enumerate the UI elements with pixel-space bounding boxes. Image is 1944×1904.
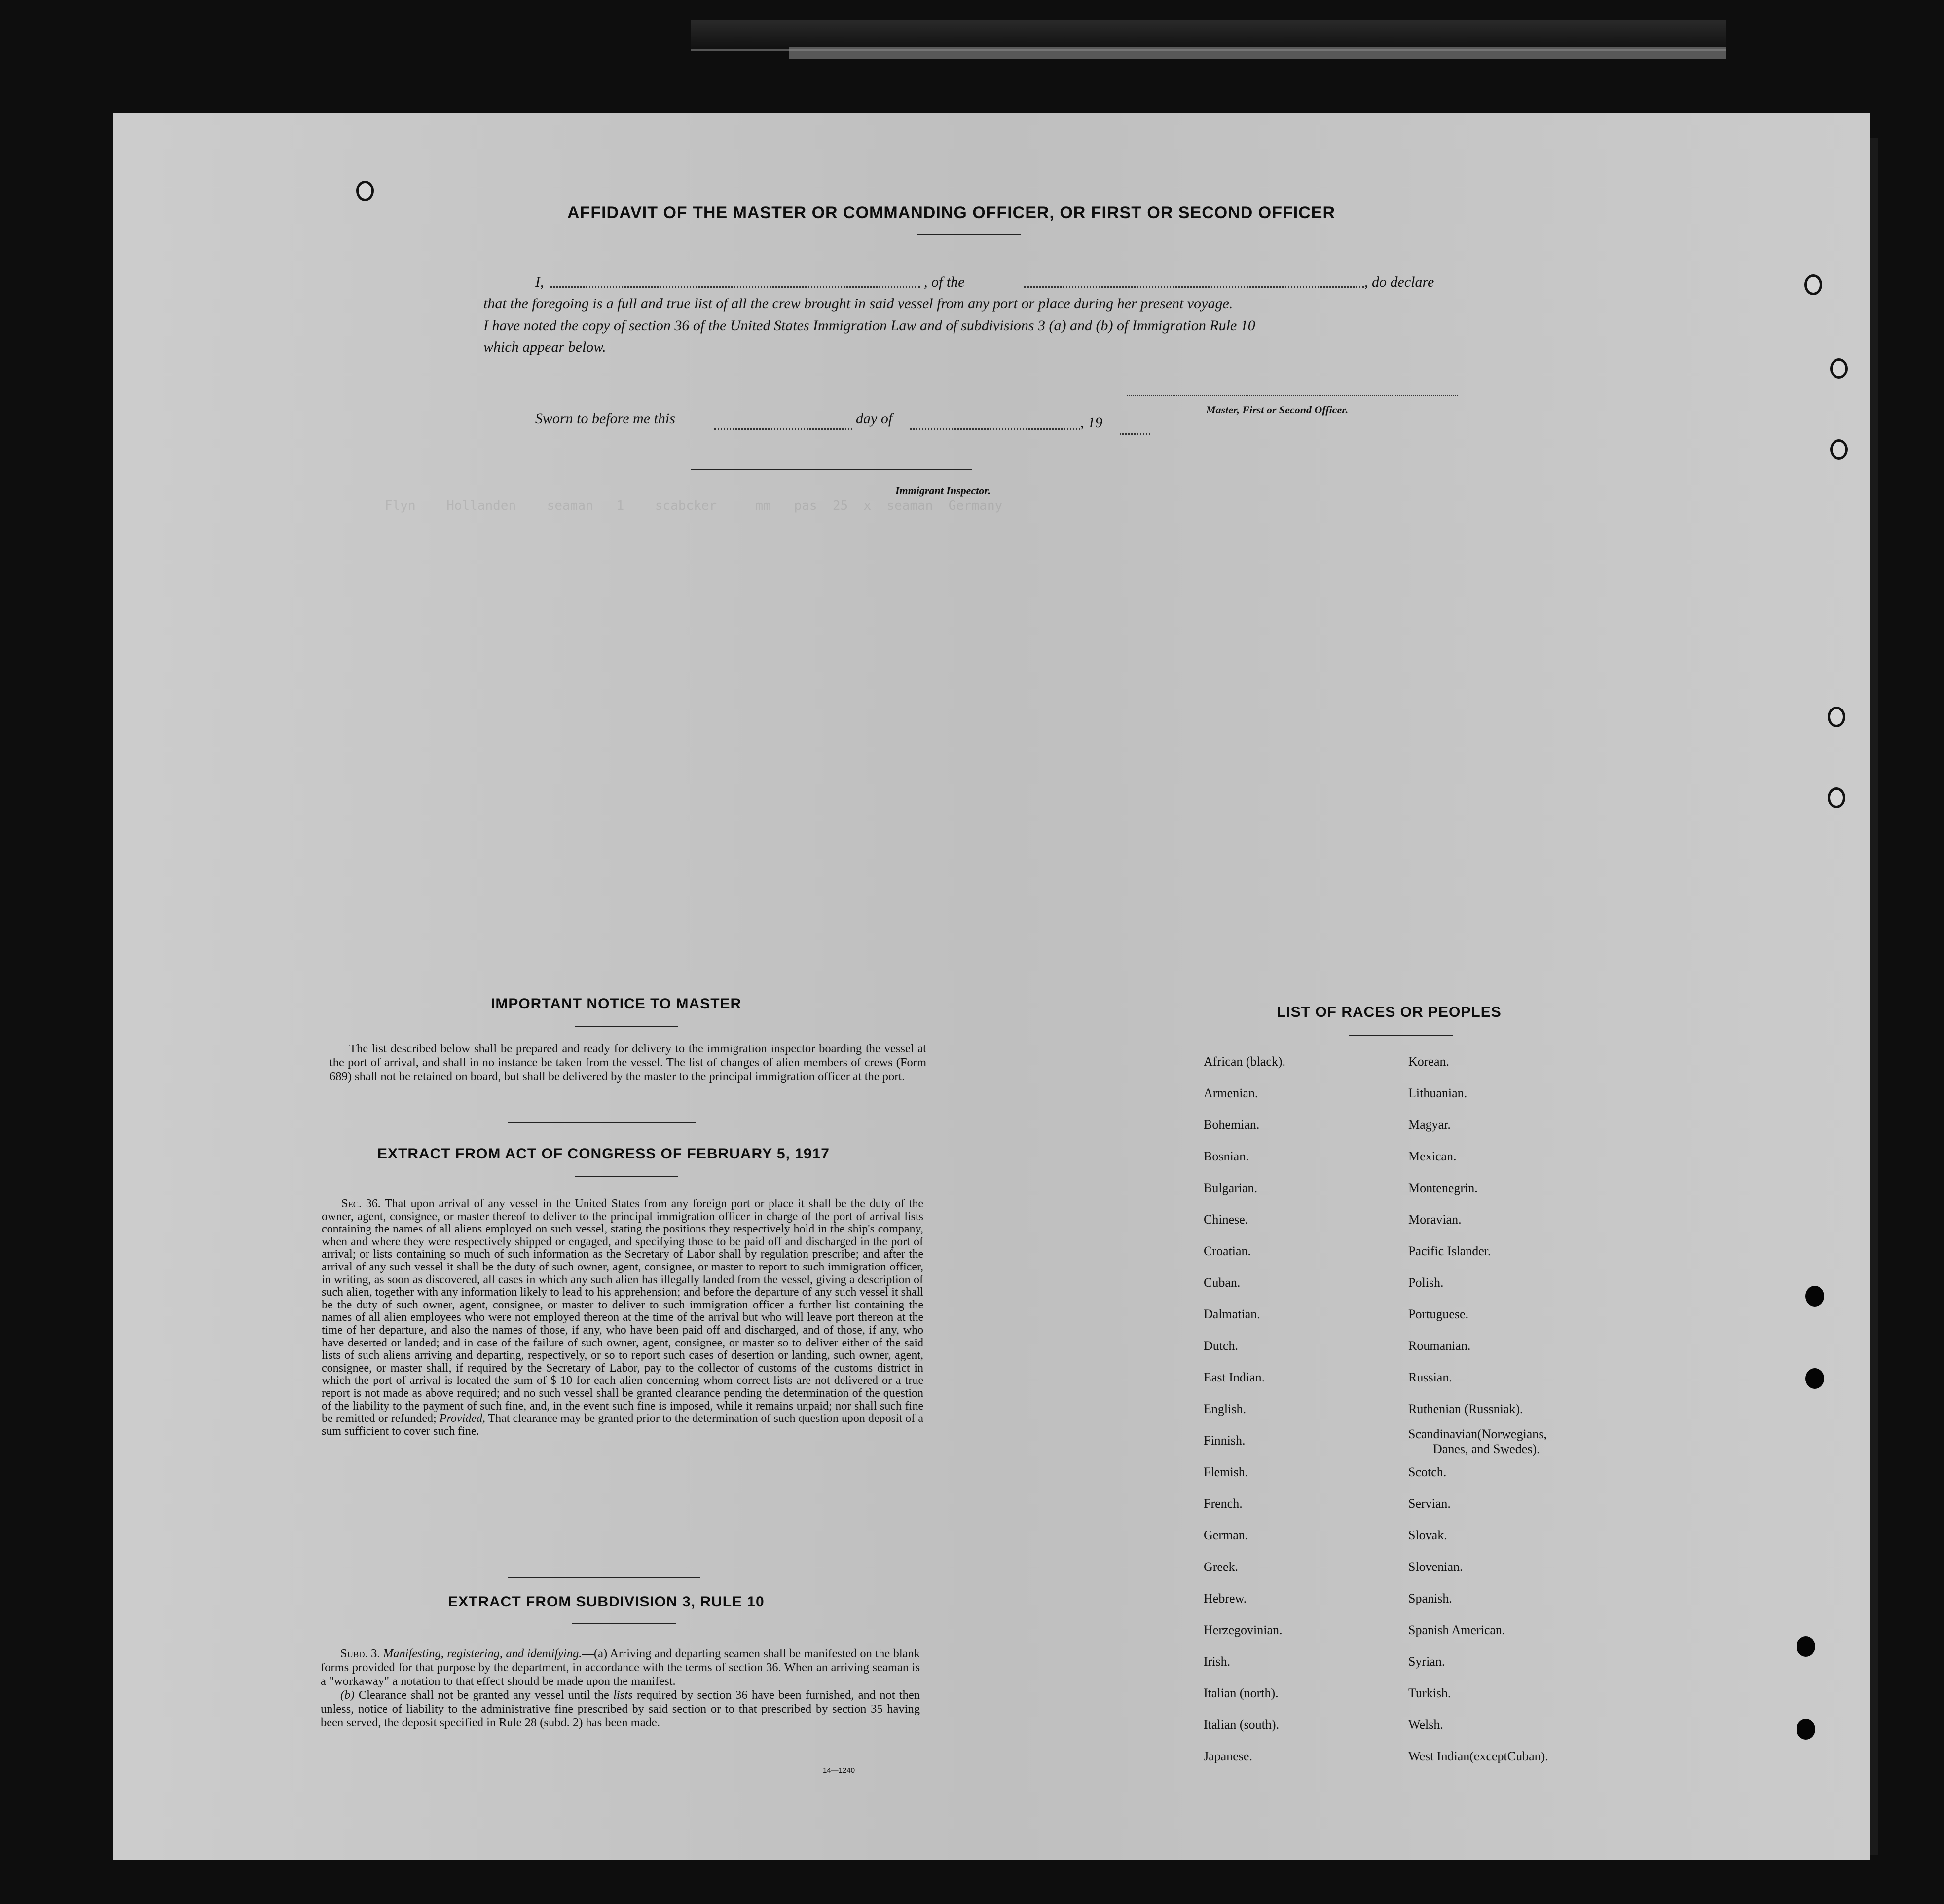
act-title: EXTRACT FROM ACT OF CONGRESS OF FEBRUARY 5, 1917 — [377, 1146, 830, 1162]
rule10-subd-heading: Manifesting, registering, and identifying. — [383, 1647, 582, 1660]
sworn-line — [535, 411, 675, 427]
race-item: Ruthenian (Russniak). — [1408, 1402, 1523, 1416]
divider — [508, 1122, 696, 1123]
race-item: Spanish. — [1408, 1591, 1452, 1605]
act-body — [322, 1198, 923, 1438]
race-item: Herzegovinian. — [1204, 1623, 1283, 1637]
form-number: 14—1240 — [823, 1766, 855, 1775]
divider — [575, 1176, 678, 1177]
inspector-label: Immigrant Inspector. — [895, 485, 991, 497]
year-line — [1120, 433, 1150, 435]
race-item: Russian. — [1408, 1370, 1452, 1384]
page-edge — [1870, 138, 1878, 1855]
race-item: Pacific Islander. — [1408, 1244, 1491, 1258]
race-item: Portuguese. — [1408, 1307, 1469, 1321]
race-item: Lithuanian. — [1408, 1086, 1467, 1100]
race-item: Italian (south). — [1204, 1717, 1280, 1732]
race-item: German. — [1204, 1528, 1248, 1542]
divider — [572, 1623, 676, 1624]
race-item: Slovak. — [1408, 1528, 1447, 1542]
punch-hole-icon — [1805, 1286, 1824, 1307]
race-item: Greek. — [1204, 1560, 1239, 1574]
race-item: Bosnian. — [1204, 1149, 1249, 1163]
inspector-signature-line — [691, 469, 972, 470]
race-item: West Indian(exceptCuban). — [1408, 1749, 1548, 1763]
race-item: Japanese. — [1204, 1749, 1252, 1763]
vessel-field-line — [1024, 286, 1364, 288]
rule10-subd-label: Subd. 3. — [340, 1647, 380, 1660]
act-section-label: Sec. 36. — [341, 1197, 381, 1210]
race-item: Syrian. — [1408, 1654, 1445, 1669]
sworn-month-line — [910, 428, 1080, 430]
races-column-2 — [1408, 1046, 1548, 1772]
race-item: Cuban. — [1204, 1275, 1241, 1290]
race-item: Spanish American. — [1408, 1623, 1505, 1637]
punch-hole-icon — [356, 181, 374, 201]
race-item: Hebrew. — [1204, 1591, 1247, 1605]
race-item: Roumanian. — [1408, 1339, 1471, 1353]
rule10-para-a: Arriving and departing seamen shall be manifested on the blank forms provided for that purpose by the department, in accordance with the terms of section 36. When an arriving seaman is a "workaway" a notation to that effect should be made upon the manifest. — [321, 1647, 920, 1688]
rule10-title: EXTRACT FROM SUBDIVISION 3, RULE 10 — [448, 1594, 765, 1610]
rule10-body — [321, 1647, 920, 1730]
act-text: That upon arrival of any vessel in the United States from any foreign port or place it shall be the duty of the owner, agent, consignee, or master thereof to deliver to the principal immigration officer in charge of the port of arrival lists containing the names of all aliens employed on such vessel, stating the positions they respectively hold in the ship's company, when and where they were respectively shipped or engaged, and specifying those to be paid off and discharged in the port of arrival; or lists containing so much of such information as the Secretary of Labor shall by regulation prescribe; and after the arrival of any such vessel it shall be the duty of such owner, agent, consignee, or master to report to such immigration officer, in writing, as soon as discovered, all cases in which any such alien has illegally landed from the vessel, giving a description of such alien, together with any information likely to lead to his apprehension; and before the departure of any such vessel it shall be the duty of such owner, agent, consignee, or master to deliver to such immigration officer a further list containing the names of all alien employees who were not employed thereon at the time of the arrival but who will leave port thereon at the time of her departure, and also the names of those, if any, who have been paid off and discharged, and of those, if any, who have deserted or landed; and in case of the failure of such owner, agent, consignee, or master so to deliver either of the said lists of such aliens arriving and departing, respectively, or so to report such cases of desertion or landing, such owner, agent, consignee, or master shall, if required by the Secretary of Labor, pay to the collector of customs of the customs district in which the port of arrival is located the sum of $ 10 for each alien concerning whom correct lists are not delivered or a true report is not made as above required; and no such vessel shall be granted clearance pending the determination of the question of the liability to the payment of such fine, and, in the event such fine is imposed, while it remains unpaid; nor shall such fine be remitted or refunded; — [322, 1197, 923, 1425]
rule10-para-a-label: —(a) — [582, 1647, 608, 1660]
act-provided: Provided, — [439, 1412, 485, 1425]
rule10-para-b-start: Clearance shall not be granted any vessel until the — [358, 1688, 609, 1702]
race-item: Croatian. — [1204, 1244, 1251, 1258]
affidavit-i-label: I, — [535, 274, 544, 290]
rule10-para-b-lists: lists — [613, 1688, 633, 1702]
signature-line — [1127, 395, 1458, 396]
race-item-line: Scandinavian(Norwegians, — [1408, 1427, 1547, 1441]
race-item: Servian. — [1408, 1496, 1451, 1511]
punch-hole-icon — [1828, 787, 1845, 808]
binder-strip-edge — [789, 47, 1726, 59]
race-item-continuation: Danes, and Swedes). — [1433, 1442, 1540, 1456]
race-item: Dutch. — [1204, 1339, 1239, 1353]
race-item: Slovenian. — [1408, 1560, 1463, 1574]
race-item: Montenegrin. — [1408, 1181, 1478, 1195]
punch-hole-icon — [1828, 707, 1845, 727]
race-item: Finnish. — [1204, 1433, 1246, 1448]
race-item: French. — [1204, 1496, 1243, 1511]
race-item — [1408, 1425, 1548, 1456]
divider — [575, 1026, 678, 1027]
race-item: Mexican. — [1408, 1149, 1457, 1163]
races-column-1 — [1204, 1046, 1285, 1772]
affidavit-title: AFFIDAVIT OF THE MASTER OR COMMANDING OFFICER, OR FIRST OR SECOND OFFICER — [567, 203, 1335, 222]
race-item: Flemish. — [1204, 1465, 1248, 1479]
affidavit-line-2: that the foregoing is a full and true list of all the crew brought in said vessel from any port or place during her present voyage. — [483, 296, 1233, 312]
sworn-label: Sworn to before me this — [535, 411, 675, 427]
affidavit-line-3: I have noted the copy of section 36 of the United States Immigration Law and of subdivisions 3 (a) and (b) of Immigration Rule 10 — [483, 317, 1255, 334]
races-title: LIST OF RACES OR PEOPLES — [1277, 1004, 1502, 1020]
punch-hole-icon — [1797, 1719, 1815, 1740]
sworn-day-line — [714, 428, 852, 430]
race-item: Scotch. — [1408, 1465, 1447, 1479]
affidavit-declare-label: , do declare — [1364, 274, 1434, 290]
divider — [917, 234, 1021, 235]
day-of-label: day of — [856, 411, 893, 427]
name-field-line — [550, 286, 920, 288]
affidavit-line-4: which appear below. — [483, 339, 606, 355]
notice-body: The list described below shall be prepared and ready for delivery to the immigration inspector boarding the vessel at the port of arrival, and shall in no instance be taken from the vessel. The list of changes of alien members of crews (Form 689) shall not be retained on board, but shall be delivered by the master to the principal immigration officer at the port. — [330, 1042, 926, 1083]
punch-hole-icon — [1805, 1368, 1824, 1389]
race-item: Turkish. — [1408, 1686, 1451, 1700]
race-item: English. — [1204, 1402, 1246, 1416]
race-item: Moravian. — [1408, 1212, 1462, 1227]
race-item: East Indian. — [1204, 1370, 1265, 1384]
punch-hole-icon — [1830, 439, 1848, 460]
race-item: Bulgarian. — [1204, 1181, 1258, 1195]
affidavit-of-the-label: , of the — [924, 274, 965, 290]
bleed-through-text: Flyn Hollanden seaman 1 scabcker mm pas 25 x seaman Germany — [385, 498, 1003, 513]
rule10-para-b-label: (b) — [340, 1688, 355, 1702]
race-item: Italian (north). — [1204, 1686, 1279, 1700]
signature-label: Master, First or Second Officer. — [1206, 404, 1349, 416]
race-item: Irish. — [1204, 1654, 1231, 1669]
race-item: Korean. — [1408, 1054, 1450, 1069]
divider — [508, 1577, 700, 1578]
act-text-end: That clearance may be granted prior to the determination of such question upon deposit of a sum sufficient to cover such fine. — [322, 1412, 923, 1438]
punch-hole-icon — [1797, 1636, 1815, 1657]
race-item: Welsh. — [1408, 1717, 1443, 1732]
document-page — [113, 113, 1870, 1860]
divider — [1349, 1035, 1453, 1036]
race-item: Dalmatian. — [1204, 1307, 1260, 1321]
race-item: Polish. — [1408, 1275, 1444, 1290]
notice-title: IMPORTANT NOTICE TO MASTER — [491, 996, 742, 1012]
race-item: African (black). — [1204, 1054, 1286, 1069]
binder-strip — [691, 20, 1726, 51]
race-item: Chinese. — [1204, 1212, 1248, 1227]
punch-hole-icon — [1804, 274, 1822, 295]
year-label: , 19 — [1080, 414, 1102, 431]
race-item: Bohemian. — [1204, 1118, 1260, 1132]
race-item: Magyar. — [1408, 1118, 1451, 1132]
race-item: Armenian. — [1204, 1086, 1258, 1100]
rule10-para-b-end: required by section 36 have been furnished, and not then unless, notice of liability to the administrative fine prescribed by said section or to that prescribed by section 35 having been served, the deposit specified in Rule 28 (subd. 2) has been made. — [321, 1688, 920, 1729]
punch-hole-icon — [1830, 358, 1848, 379]
